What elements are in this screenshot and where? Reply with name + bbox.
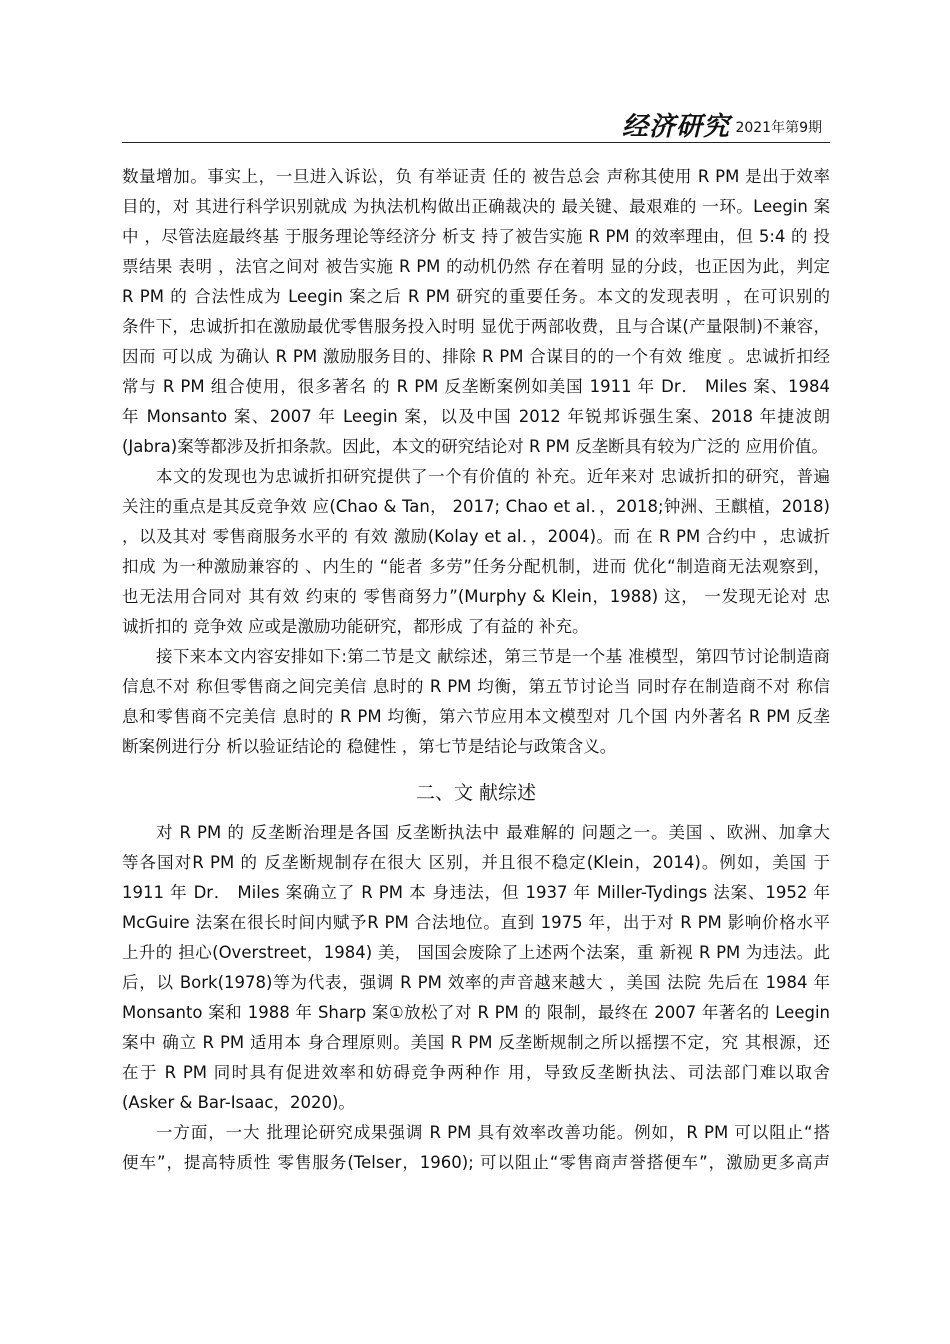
text-line: 本文的发现也为忠诚折扣研究提供了一个有价值的 补充。近年来对 忠诚折扣的研究，普遍 [156, 467, 830, 486]
paragraph [122, 162, 830, 462]
text-line: 票结果 表明 ，法官之间对 被告实施 R PM 的动机仍然 存在着明 显的分歧，也正因为此，判定 [122, 257, 830, 276]
text-line: 信息不对 称但零售商之间完美信 息时的 R PM 均衡，第五节讨论当 同时存在制造商不对 称信 [122, 677, 830, 696]
text-line: 断案例进行分 析以验证结论的 稳健性 ，第七节是结论与政策含义。 [122, 737, 617, 756]
text-line: McGuire 法案在很长时间内赋予R PM 合法地位。直到 1975 年，出于对 R PM 影响价格水平 [122, 913, 830, 932]
text-line: (Asker & Bar-Isaac，2020)。 [122, 1093, 355, 1112]
text-line: (Jabra)案等都涉及折扣条款。因此，本文的研究结论对 R PM 反垄断具有较为广泛的 应用价值。 [122, 437, 828, 456]
issue-number: 2021年第9期 [735, 120, 822, 136]
text-line: 在于 R PM 同时具有促进效率和妨碍竞争两种作 用，导致反垄断执法、司法部门难以取舍 [122, 1063, 830, 1082]
text-line: ，以及其对 零售商服务水平的 有效 激励(Kolay et al．，2004)。而 在 R PM 合约中 ，忠诚折 [122, 527, 830, 546]
paragraph [122, 1118, 830, 1178]
text-line: 年 Monsanto 案、2007 年 Leegin 案，以及中国 2012 年锐邦诉强生案、2018 年捷波朗 [122, 407, 830, 426]
text-line: 案中 确立 R PM 适用本 身合理原则。美国 R PM 反垄断规制之所以摇摆不定，究 其根源，还 [122, 1033, 830, 1052]
text-line: 接下来本文内容安排如下:第二节是文 献综述，第三节是一个基 准模型，第四节讨论制造商 [156, 647, 830, 666]
paragraph [122, 462, 830, 642]
text-line: 一方面，一大 批理论研究成果强调 R PM 具有效率改善功能。例如，R PM 可以阻止“搭 [156, 1123, 830, 1142]
text-line: 后，以 Bork(1978)等为代表，强调 R PM 效率的声音越来越大 ，美国 法院 先后在 1984 年 [122, 973, 830, 992]
text-line: 关注的重点是其反竞争效 应(Chao & Tan， 2017; Chao et al．，2018;钟洲、王麒植，2018) [122, 497, 830, 516]
text-line: 常与 R PM 组合使用，很多著名 的 R PM 反垄断案例如美国 1911 年 Dr． Miles 案、1984 [122, 377, 830, 396]
text-line: 等各国对R PM 的 反垄断规制存在很大 区别，并且很不稳定(Klein，2014)。例如，美国 于 [122, 853, 830, 872]
text-line: 对 R PM 的 反垄断治理是各国 反垄断执法中 最难解的 问题之一。美国 、欧洲、加拿大 [156, 823, 830, 842]
text-line: R PM 的 合法性成为 Leegin 案之后 R PM 研究的重要任务。本文的发现表明 ，在可识别的 [122, 287, 830, 306]
text-line: 数量增加。事实上，一旦进入诉讼，负 有举证责 任的 被告总会 声称其使用 R PM 是出于效率 [122, 167, 830, 186]
journal-logo: 经济研究 [621, 112, 730, 142]
text-line: 上升的 担心(Overstreet，1984) 美， 国国会废除了上述两个法案，重 新视 R PM 为违法。此 [122, 943, 830, 962]
text-line: 息和零售商不完美信 息时的 R PM 均衡，第六节应用本文模型对 几个国 内外著名 R PM 反垄 [122, 707, 830, 726]
text-line: 条件下，忠诚折扣在激励最优零售服务投入时明 显优于两部收费，且与合谋(产量限制)不兼容， [122, 317, 830, 336]
section-heading: 二、文 献综述 [415, 782, 537, 804]
text-line: Monsanto 案和 1988 年 Sharp 案①放松了对 R PM 的 限制，最终在 2007 年著名的 Leegin [122, 1003, 830, 1022]
paragraph [122, 818, 830, 1118]
text-line: 目的，对 其进行科学识别就成 为执法机构做出正确裁决的 最关键、最艰难的 一环。Leegin 案 [122, 197, 830, 216]
text-line: 也无法用合同对 其有效 约束的 零售商努力”(Murphy & Klein，1988) 这， 一发现无论对 忠 [122, 587, 830, 606]
text-line: 便车”，提高特质性 零售服务(Telser，1960); 可以阻止“零售商声誉搭便车”，激励更多高声 [122, 1153, 830, 1172]
text-line: 中 ，尽管法庭最终基 于服务理论等经济分 析支 持了被告实施 R PM 的效率理由，但 5:4 的 投 [122, 227, 830, 246]
text-line: 因而 可以成 为确认 R PM 激励服务目的、排除 R PM 合谋目的的一个有效 维度 。忠诚折扣经 [122, 347, 830, 366]
page-header [122, 112, 830, 143]
paragraph [122, 642, 830, 762]
text-line: 扣成 为一种激励兼容的 、内生的 “能者 多劳”任务分配机制，进而 优化“制造商无法观察到， [122, 557, 830, 576]
text-line: 1911 年 Dr． Miles 案确立了 R PM 本 身违法，但 1937 年 Miller-Tydings 法案、1952 年 [122, 883, 830, 902]
text-line: 诚折扣的 竞争效 应或是激励功能研究，都形成 了有益的 补充。 [122, 617, 589, 636]
